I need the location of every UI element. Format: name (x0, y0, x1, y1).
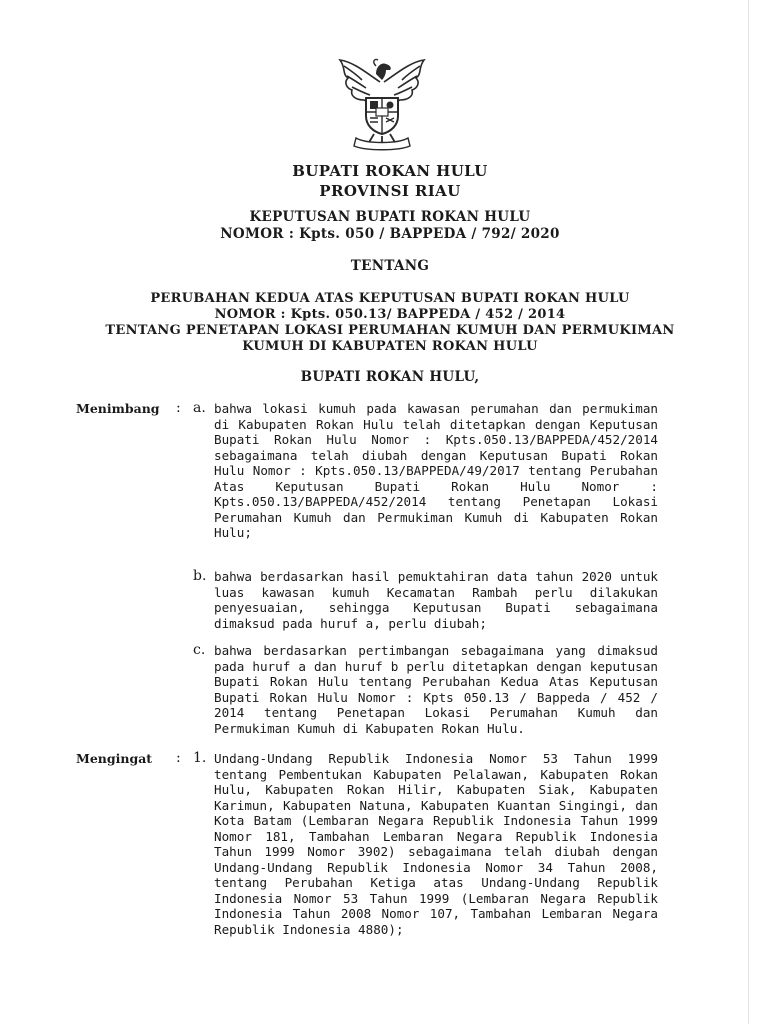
subject-line-3: TENTANG PENETAPAN LOKASI PERUMAHAN KUMUH DAN PERMUKIMAN (105, 323, 675, 338)
tentang-heading: TENTANG (350, 258, 430, 274)
menimbang-item-b-marker: b. (193, 568, 207, 584)
mengingat-label: Mengingat (76, 751, 153, 766)
garuda-emblem-icon (330, 52, 434, 152)
header-line-2: PROVINSI RIAU (319, 182, 461, 200)
menimbang-colon: : (176, 400, 181, 416)
mengingat-item-1-text: Undang-Undang Republik Indonesia Nomor 53 Tahun 1999 tentang Pembentukan Kabupaten Pelalawan, Kabupaten Rokan Hulu, Kabupaten Rokan Hilir, Kabupaten Siak, Kabupaten Karimun, Kabupaten Natuna, Kabupaten Kuantan Singingi, dan Kota Batam (Lembaran Negara Republik Indonesia Tahun 1999 Nomor 181, Tambahan Lembaran Negara Republik Indonesia Tahun 1999 Nomor 3902) sebagaimana telah diubah dengan Undang-Undang Republik Indonesia Nomor 34 Tahun 2008, tentang Perubahan Ketiga atas Undang-Undang Republik Indonesia Nomor 53 Tahun 1999 (Lembaran Negara Republik Indonesia Tahun 2008 Nomor 107, Tambahan Lembaran Negara Republik Indonesia 4880); (214, 751, 658, 937)
subject-line-4: KUMUH DI KABUPATEN ROKAN HULU (242, 339, 538, 354)
menimbang-item-a-marker: a. (193, 400, 206, 416)
menimbang-item-c-marker: c. (193, 642, 206, 658)
mengingat-item-1-marker: 1. (193, 750, 207, 766)
scan-edge-line (748, 0, 749, 1024)
menimbang-item-a-text: bahwa lokasi kumuh pada kawasan perumahan dan permukiman di Kabupaten Rokan Hulu telah ditetapkan dengan Keputusan Bupati Rokan Hulu Nomor : Kpts.050.13/BAPPEDA/452/2014 sebagaimana telah diubah dengan Keputusan Bupati Rokan Hulu Nomor : Kpts.050.13/BAPPEDA/49/2017 tentang Perubahan Atas Keputusan Bupati Rokan Hulu Nomor : Kpts.050.13/BAPPEDA/452/2014 tentang Penetapan Lokasi Perumahan Kumuh dan Permukiman Kumuh di Kabupaten Rokan Hulu; (214, 401, 658, 540)
decree-number: NOMOR : Kpts. 050 / BAPPEDA / 792/ 2020 (220, 226, 560, 242)
mengingat-colon: : (176, 750, 181, 766)
subject-line-1: PERUBAHAN KEDUA ATAS KEPUTUSAN BUPATI ROKAN HULU (150, 291, 630, 306)
issuer-heading: BUPATI ROKAN HULU, (300, 369, 480, 385)
menimbang-label: Menimbang (76, 401, 160, 416)
menimbang-item-b-text: bahwa berdasarkan hasil pemuktahiran data tahun 2020 untuk luas kawasan kumuh Kecamatan Rambah perlu dilakukan penyesuaian, sehingga Keputusan Bupati sebagaimana dimaksud pada huruf a, perlu diubah; (214, 569, 658, 631)
subject-line-2: NOMOR : Kpts. 050.13/ BAPPEDA / 452 / 2014 (214, 307, 566, 322)
header-line-1: BUPATI ROKAN HULU (292, 162, 488, 180)
menimbang-item-c-text: bahwa berdasarkan pertimbangan sebagaimana yang dimaksud pada huruf a dan huruf b perlu ditetapkan dengan keputusan Bupati Rokan Hulu tentang Perubahan Kedua Atas Keputusan Bupati Rokan Hulu Nomor : Kpts 050.13 / Bappeda / 452 / 2014 tentang Penetapan Lokasi Perumahan Kumuh dan Permukiman Kumuh di Kabupaten Rokan Hulu. (214, 643, 658, 736)
decree-title: KEPUTUSAN BUPATI ROKAN HULU (249, 209, 531, 225)
